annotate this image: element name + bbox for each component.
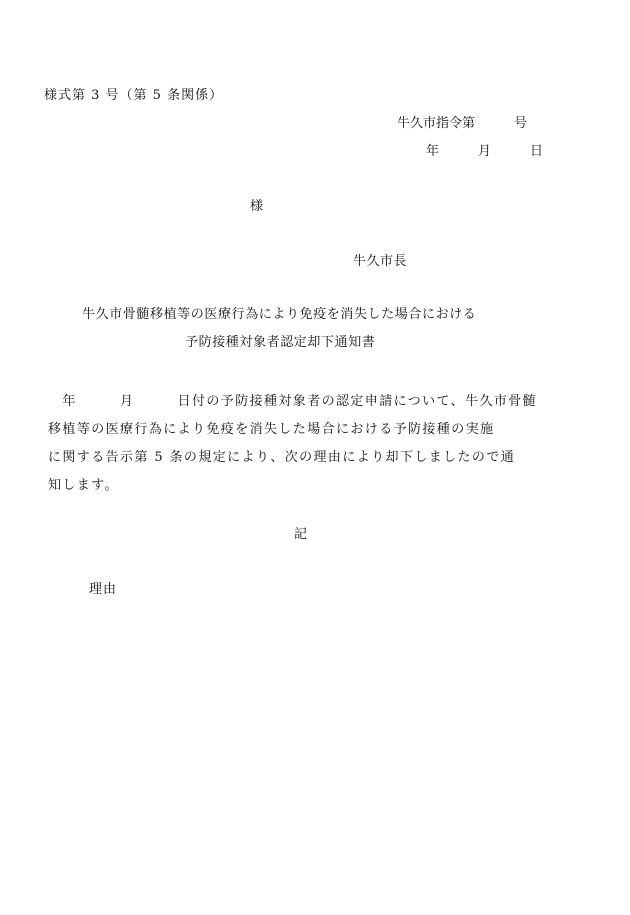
body-line: 年 月 日付の予防接種対象者の認定申請について、牛久市骨髄 bbox=[48, 394, 538, 409]
document-title-line-1: 牛久市骨髄移植等の医療行為により免疫を消失した場合における bbox=[82, 307, 477, 322]
form-label: 様式第 3 号（第 5 条関係） bbox=[44, 88, 224, 103]
body-line: に関する告示第 5 条の規定により、次の理由により却下しましたので通 bbox=[48, 450, 516, 465]
document-title-line-2: 予防接種対象者認定却下通知書 bbox=[185, 335, 376, 350]
body-line: 知します。 bbox=[48, 478, 119, 493]
body-line: 移植等の医療行為により免疫を消失した場合における予防接種の実施 bbox=[48, 422, 495, 437]
body-paragraph bbox=[48, 388, 538, 500]
sender-name: 牛久市長 bbox=[353, 254, 408, 269]
ki-heading: 記 bbox=[294, 527, 308, 542]
reason-label: 理由 bbox=[89, 582, 118, 597]
document-number: 牛久市指令第 号 bbox=[397, 116, 528, 131]
addressee-suffix: 様 bbox=[250, 199, 264, 214]
document-date: 年 月 日 bbox=[426, 144, 544, 159]
